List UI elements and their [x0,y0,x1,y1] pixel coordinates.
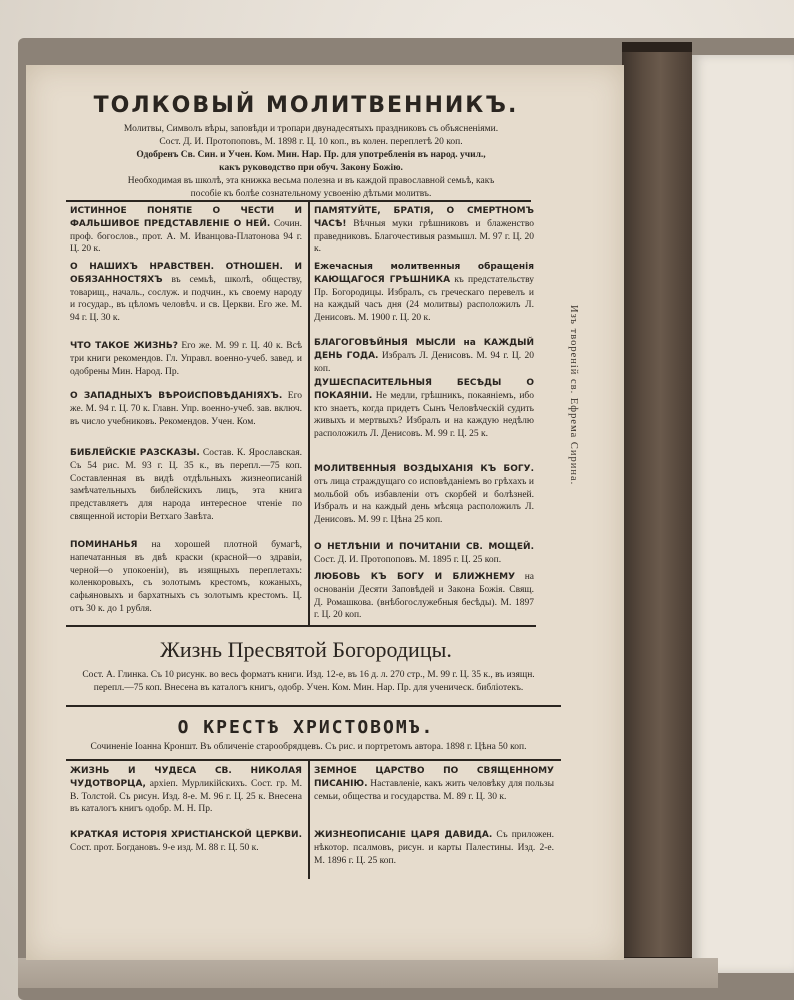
left-entry [70,390,302,428]
entry-text: Сочин. проф. богослов., прот. А. М. Иванцова-Платонова 94 г. Ц. 20 к. [70,218,303,255]
left-entry [70,261,302,325]
entry-heading: БИБЛЕЙСКІЕ РАЗСКАЗЫ. [70,448,200,458]
entry-heading: ДУШЕСПАСИТЕЛЬНЫЯ БЕСѢДЫ О ПОКАЯНІИ. [314,378,534,401]
left-entry [70,539,302,616]
feature-text: Сочиненіе Іоанна Кроншт. Въ обличеніе старообрядцевъ. Съ рис. и портретомъ автора. 1898 г. Цѣна 50 коп. [90,742,527,752]
intro-line: Молитвы, Символъ вѣры, заповѣди и тропари двунадесятыхъ праздниковъ съ объясненіями. [123,124,499,134]
intro-line: Сост. Д. И. Протопоповъ, М. 1898 г. Ц. 10 коп., въ колен. переплетѣ 20 коп. [159,137,463,147]
right-entry [314,261,534,325]
entry-heading: ПАМЯТУЙТЕ, БРАТІЯ, О СМЕРТНОМЪ ЧАСѢ! [314,206,534,229]
right-entry [314,463,534,527]
right-entry [314,337,534,375]
rule [66,625,536,627]
intro-line: Необходимая въ школѣ, эта книжка весьма полезна и въ каждой православной семьѣ, какъ [127,176,495,186]
bottom-right-entry [314,765,554,803]
entry-text: Его же. М. 94 г. Ц. 70 к. Главн. Упр. военно-учеб. зав. включ. въ число учебниковъ. Рекомендов. Учен. Ком. [70,391,303,427]
entry-text: на основаніи Десяти Заповѣдей и Закона Божія. Свящ. Д. Ромашкова. (внѣбогослужебныя бесѣды). М. 1897 г. Ц. 20 коп. [314,572,535,621]
entry-heading: ЖИЗНЬ И ЧУДЕСА СВ. НИКОЛАЯ ЧУДОТВОРЦА, [70,766,302,789]
entry-heading: ПОМИНАНЬЯ [70,540,138,550]
entry-text: архіеп. Мурликійскихъ. Сост. гр. М. В. Толстой. Съ рисун. Изд. 8-е. М. 96 г. Ц. 25 к. Внесена въ каталогъ книгъ одобр. М. Н. Пр. [70,778,302,815]
entry-heading: КРАТКАЯ ИСТОРІЯ ХРИСТІАНСКОЙ ЦЕРКВИ. [70,830,302,840]
bottom-left-entry [70,765,302,816]
entry-heading: МОЛИТВЕННЫЯ ВОЗДЫХАНІЯ КЪ БОГУ. [314,464,534,474]
rule [66,200,531,202]
left-entry [70,205,302,256]
entry-heading: БЛАГОГОВѢЙНЫЯ МЫСЛИ на КАЖДЫЙ ДЕНЬ ГОДА. [314,338,534,361]
rule [66,705,561,707]
entry-text: Состав. К. Ярославская. Съ 54 рис. М. 93 г. Ц. 35 к., въ перепл.—75 коп. Составленная въ видѣ отдѣльныхъ жизнеописаній замѣчательныхъ библейскихъ лицъ, эта книга представляетъ для народа интересное чтеніе по священной исторіи Ветхаго Завѣта. [70,448,302,522]
entry-heading: ЖИЗНЕОПИСАНІЕ ЦАРЯ ДАВИДА. [314,830,493,840]
entry-text: Сост. прот. Богдановъ. 9-е изд. М. 88 г. Ц. 50 к. [70,842,259,853]
entry-text: на хорошей плотной бумагѣ, напечатанныя въ двѣ краски (красной—о здравіи, черной—о упокоеніи), въ изящныхъ переплетахъ: коленкоровыхъ, съ золотымъ крестомъ, кожаныхъ, сафьяновыхъ и бархатныхъ съ золотымъ крестомъ. Ц. отъ 30 к. до 1 рубля. [70,540,303,614]
entry-text: Съ приложен. нѣкотор. псалмовъ, рисун. и карты Палестины. Изд. 2-е. М. 1896 г. Ц. 25 коп. [314,830,554,866]
entry-heading: ЗЕМНОЕ ЦАРСТВО ПО СВЯЩЕННОМУ ПИСАНІЮ. [314,766,554,789]
intro-line: пособіе къ болѣе сознательному усвоенію дѣтьми молитвъ. [190,189,432,199]
left-entry [70,340,302,378]
entry-heading: О НЕТЛѢНІИ И ПОЧИТАНІИ СВ. МОЩЕЙ. [314,542,534,552]
entry-heading: ИСТИННОЕ ПОНЯТІЕ О ЧЕСТИ И ФАЛЬШИВОЕ ПРЕДСТАВЛЕНІЕ О НЕЙ. [70,206,302,229]
intro-block [66,123,556,201]
entry-text: Его же. М. 99 г. Ц. 40 к. Всѣ три книги рекомендов. Гл. Управл. военно-учеб. завед. и одобрены Мин. Народ. Пр. [70,341,302,377]
entry-heading: ЛЮБОВЬ КЪ БОГУ И БЛИЖНЕМУ [314,572,516,582]
column-divider [308,759,310,879]
page-title: ТОЛКОВЫЙ МОЛИТВЕННИКЪ. [93,93,519,118]
entry-text: къ предстательству Пр. Богородицы. Избралъ, съ греческаго перевелъ и на каждый часъ дня (24 молитвы) расположилъ Л. Денисовъ. М. 1900 г. Ц. 20 к. [314,274,534,324]
entry-text: Вѣчныя муки грѣшниковъ и блаженство праведниковъ. Благочестивыя размышл. М. 97 г. Ц. 20 к. [314,218,534,255]
entry-text: отъ лица страждущаго со исповѣданіемъ во грѣхахъ и мольбой объ избавленіи отъ скорбей и болѣзней. Избралъ и на каждый день мѣсяца расположилъ Л. Денисовъ. М. 99 г. Цѣна 25 коп. [314,476,534,526]
intro-line: Одобренъ Св. Син. и Учен. Ком. Мин. Нар. Пр. для употребленія въ народ. учил., [136,150,486,160]
bottom-left-entry [70,829,302,855]
entry-text: въ семьѣ, школѣ, обществу, товарищ., началь., сослуж. и подчин., къ своему народу и государ., въ цѣломъ человѣч. и св. Церкви. Его же. М. 94 г. Ц. 30 к. [70,274,302,324]
spine-band-top [622,42,692,52]
entry-text: Наставленіе, какъ жить человѣку для пользы семьи, общества и государства. М. 89 г. Ц. 30 к. [314,778,555,802]
feature-title: О КРЕСТѢ ХРИСТОВОМЪ. [177,717,435,738]
bottom-right-entry [314,829,554,867]
entry-heading: Ежечасныя молитвенныя обращенія КАЮЩАГОСЯ ГРѢШНИКА [314,262,534,285]
entry-text: Избралъ Л. Денисовъ. М. 94 г. Ц. 20 коп. [314,350,534,374]
right-entry [314,541,534,567]
page-edge-shadow [18,958,718,988]
entry-heading: О НАШИХЪ НРАВСТВЕН. ОТНОШЕН. И ОБЯЗАННОСТЯХЪ [70,262,302,285]
feature-title: Жизнь Пресвятой Богородицы. [160,637,452,662]
vertical-series-title: Изъ твореній св. Ефрема Сирина. [568,305,579,486]
right-board [692,55,794,973]
right-entry [314,571,534,622]
feature-text: Сост. А. Глинка. Съ 10 рисунк. во весь форматъ книги. Изд. 12-е, въ 16 д. л. 270 стр., М. 99 г. Ц. 35 к., въ изящн. перепл.—75 коп. Внесена въ каталогъ книгъ, одобр. Учен. Ком. Мин. Нар. Пр. для ученическ. библіотекъ. [82,670,535,693]
entry-text: Не медли, грѣшникъ, покаяніемъ, ибо кто знаетъ, когда придетъ Сынъ Человѣческій судить живыхъ и мертвыхъ? Избралъ и на каждую недѣлю расположилъ Л. Денисовъ. М. 99 г. Ц. 25 к. [314,390,535,440]
book-spine [622,42,692,972]
intro-line: какъ руководство при обуч. Закону Божію. [219,163,403,173]
right-entry [314,205,534,256]
entry-text: Сост. Д. И. Протопоповъ. М. 1895 г. Ц. 25 коп. [314,554,502,565]
entry-heading: ЧТО ТАКОЕ ЖИЗНЬ? [70,341,179,351]
right-entry [314,377,534,441]
rule [66,759,561,761]
book-page [26,65,624,960]
entry-heading: О ЗАПАДНЫХЪ ВѢРОИСПОВѢДАНІЯХЪ. [70,391,283,401]
left-entry [70,447,302,524]
column-divider [308,200,310,625]
